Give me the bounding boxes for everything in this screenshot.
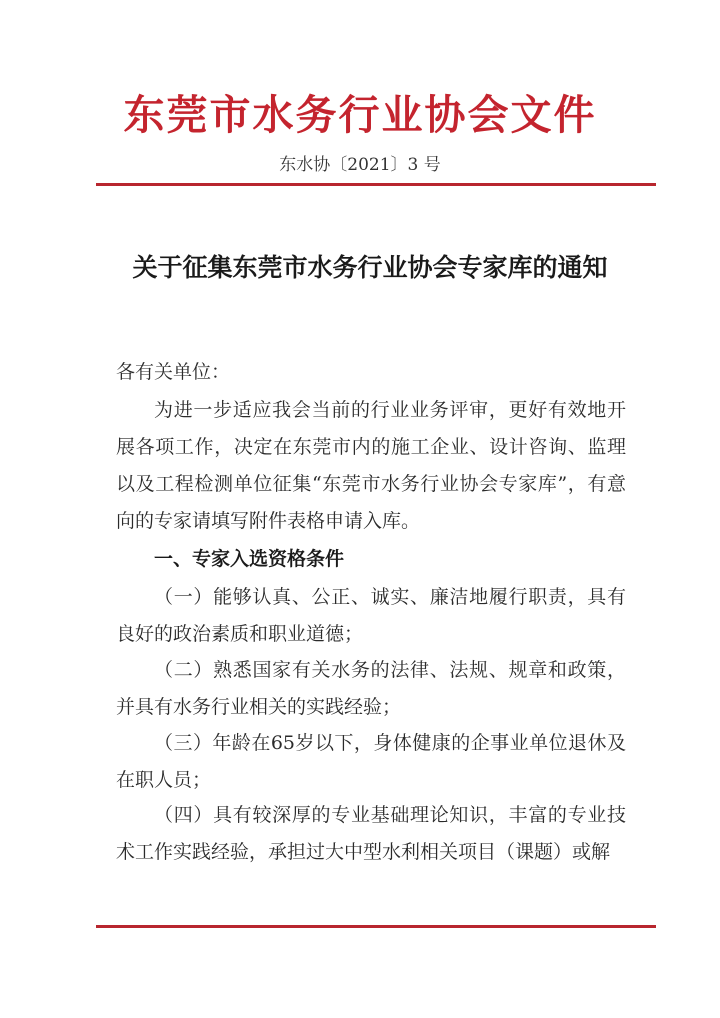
footer-red-rule xyxy=(96,925,656,928)
requirement-item-3: （三）年龄在65岁以下，身体健康的企事业单位退休及在职人员； xyxy=(116,732,626,791)
requirement-item-2: （二）熟悉国家有关水务的法律、法规、规章和政策，并具有水务行业相关的实践经验； xyxy=(116,659,626,718)
requirement-item-1: （一）能够认真、公正、诚实、廉洁地履行职责，具有良好的政治素质和职业道德； xyxy=(116,586,626,645)
header-red-rule xyxy=(96,183,656,186)
doc-number: 东水协〔2021〕3 号 xyxy=(279,155,441,175)
intro-paragraph: 为进一步适应我会当前的行业业务评审，更好有效地开展各项工作，决定在东莞市内的施工企业、设计咨询、监理以及工程检测单位征集“东莞市水务行业协会专家库”，有意向的专家请填写附件表格申请入库。 xyxy=(116,399,626,532)
requirement-item-4: （四）具有较深厚的专业基础理论知识，丰富的专业技术工作实践经验，承担过大中型水利相关项目（课题）或解 xyxy=(116,804,626,863)
org-title: 东莞市水务行业协会文件 xyxy=(123,91,597,139)
notice-title: 关于征集东莞市水务行业协会专家库的通知 xyxy=(132,253,608,282)
salutation: 各有关单位： xyxy=(116,361,231,383)
section1-heading: 一、专家入选资格条件 xyxy=(154,548,345,570)
